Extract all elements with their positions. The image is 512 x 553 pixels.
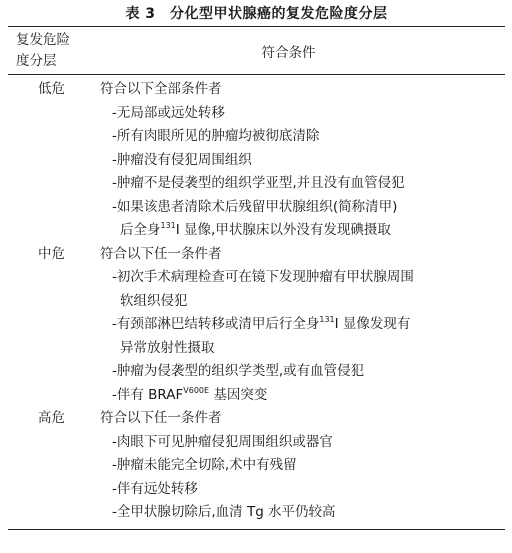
- risk-group-row: [8, 78, 505, 243]
- header-level-line2: 度分层: [16, 52, 57, 69]
- criteria-condition: 符合以下任一条件者: [100, 410, 222, 426]
- criteria-item-continuation: [94, 290, 505, 314]
- risk-group-row: [8, 243, 505, 408]
- criteria-item: -全甲状腺切除后,血清 Tg 水平仍较高: [112, 504, 336, 520]
- criteria-item: -如果该患者清除术后残留甲状腺组织(简称清甲): [112, 198, 398, 215]
- criteria-item-text: -伴有 BRAF: [112, 386, 184, 403]
- criteria-item-superscript: 131: [160, 221, 176, 230]
- criteria-item: -肉眼下可见肿瘤侵犯周围组织或器官: [112, 433, 333, 450]
- header-level-line1: 复发危险: [16, 31, 70, 48]
- criteria-item: [94, 313, 505, 337]
- criteria-item-superscript: V600E: [183, 385, 210, 395]
- criteria-item: -伴有远处转移: [112, 480, 198, 497]
- criteria-condition: 符合以下全部条件者: [100, 81, 222, 97]
- risk-criteria: [94, 407, 505, 525]
- criteria-item: -无局部或远处转移: [112, 104, 225, 121]
- criteria-item-superscript: 131: [319, 315, 335, 324]
- criteria-item: -肿瘤没有侵犯周围组织: [112, 151, 252, 168]
- risk-level: 高危: [38, 410, 65, 426]
- criteria-item-text: 软组织侵犯: [120, 292, 188, 309]
- risk-level: 低危: [38, 81, 65, 97]
- criteria-item-text: I 显像发现有: [334, 316, 411, 332]
- criteria-item-text: I 显像,甲状腺床以外没有发现碘摄取: [175, 222, 391, 238]
- criteria-condition: 符合以下任一条件者: [100, 245, 222, 262]
- table-header: [8, 27, 505, 74]
- criteria-item-text: -有颈部淋巴结转移或清甲后行全身: [112, 316, 320, 332]
- header-criteria: 符合条件: [261, 44, 316, 61]
- criteria-item-continuation: [94, 337, 505, 361]
- table-title: 表 3 分化型甲状腺癌的复发危险度分层: [125, 6, 388, 22]
- criteria-item-text: 基因突变: [209, 386, 268, 403]
- risk-group-row: [8, 407, 505, 525]
- criteria-item: [94, 384, 505, 408]
- criteria-item: -初次手术病理检查可在镜下发现肿瘤有甲状腺周围: [112, 269, 414, 285]
- criteria-item: -所有肉眼所见的肿瘤均被彻底清除: [112, 128, 320, 144]
- criteria-item: -肿瘤为侵袭型的组织学类型,或有血管侵犯: [112, 363, 365, 379]
- criteria-item: -肿瘤不是侵袭型的组织学亚型,并且没有血管侵犯: [112, 175, 405, 191]
- criteria-item-continuation: [94, 219, 505, 243]
- criteria-item-text: 后全身: [120, 222, 161, 238]
- table-body: [8, 75, 505, 525]
- criteria-item: -肿瘤未能完全切除,术中有残留: [112, 457, 297, 473]
- header-level: [8, 27, 102, 74]
- risk-level: 中危: [38, 245, 65, 262]
- risk-criteria: [94, 243, 505, 408]
- table-bottom-rule: [8, 529, 505, 530]
- risk-criteria: [94, 78, 505, 243]
- criteria-item-text: 异常放射性摄取: [120, 339, 215, 356]
